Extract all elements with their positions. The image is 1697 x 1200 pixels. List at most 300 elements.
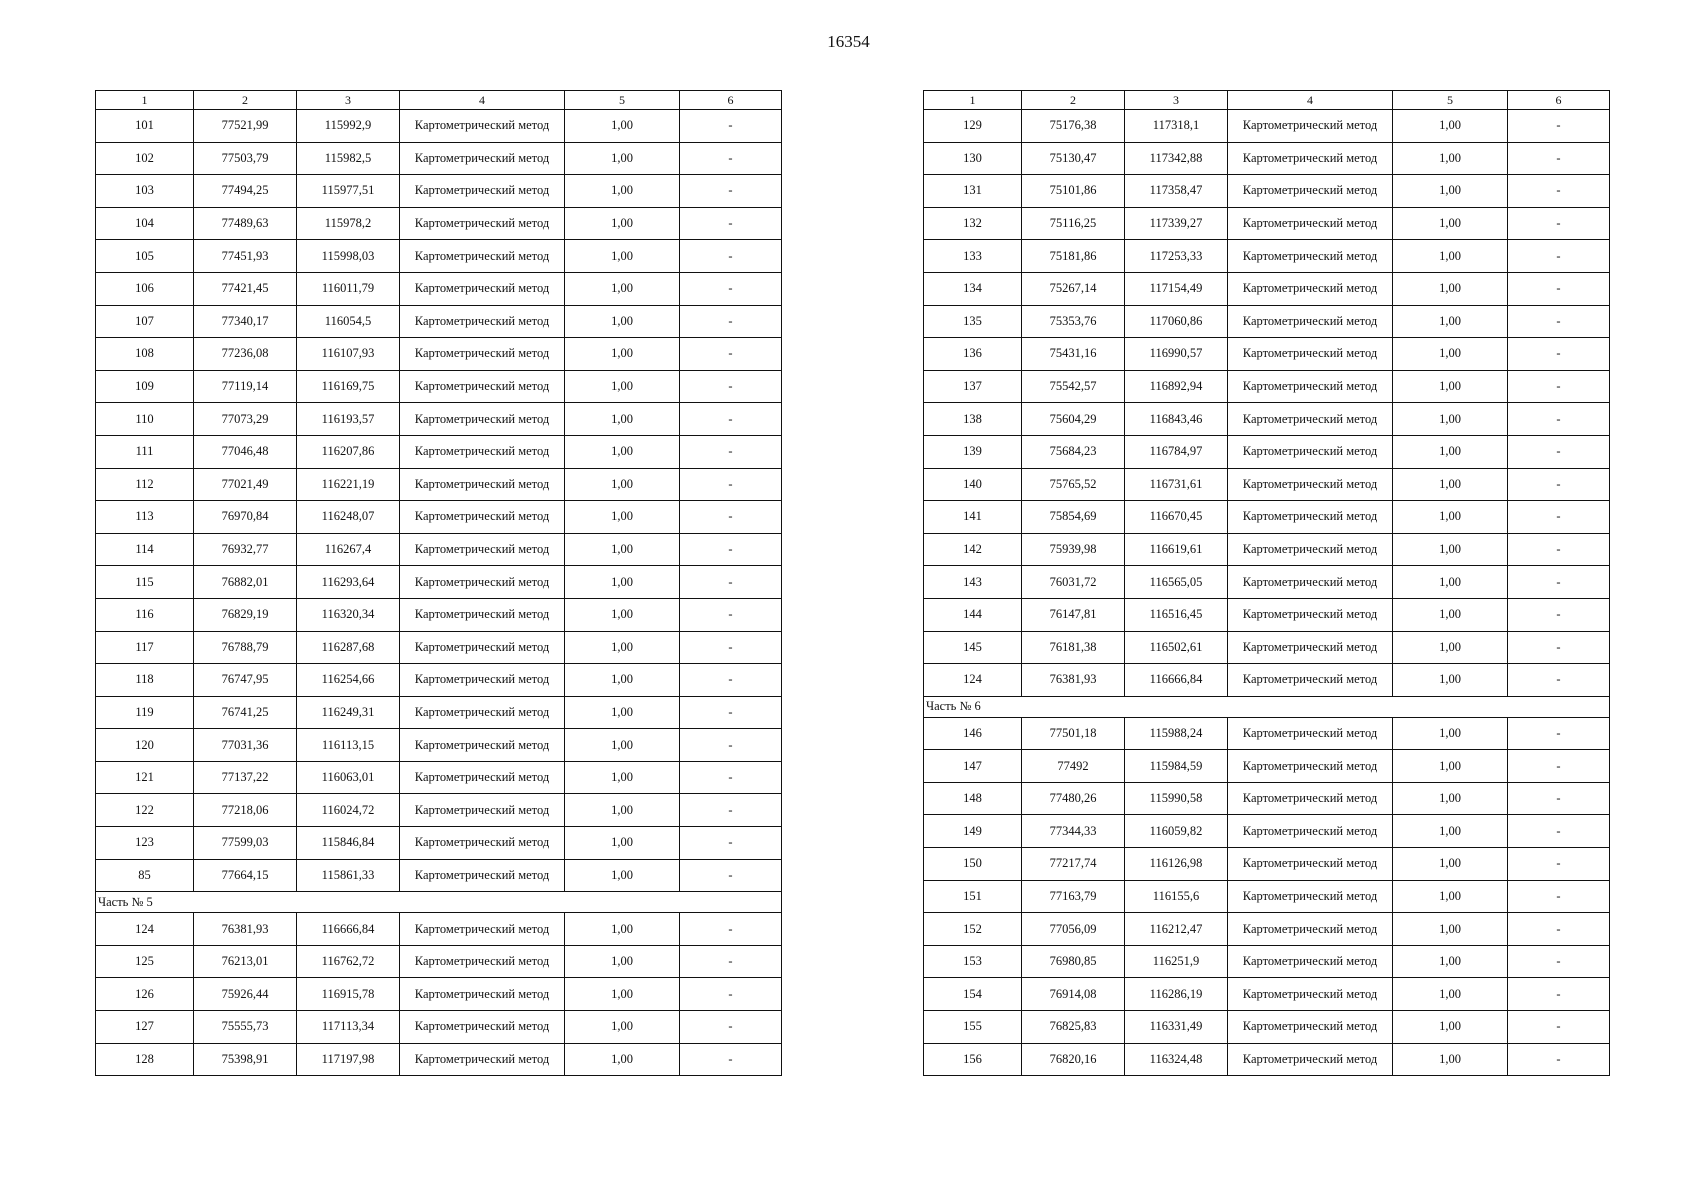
- table-row: [924, 272, 1610, 305]
- y-coordinate-cell: 116666,84: [297, 913, 400, 946]
- point-number-cell: 137: [924, 370, 1022, 403]
- point-number-cell: 109: [96, 370, 194, 403]
- y-coordinate-cell: 116516,45: [1125, 598, 1228, 631]
- accuracy-cell: 1,00: [565, 794, 680, 827]
- table-row: [96, 598, 782, 631]
- y-coordinate-cell: 115977,51: [297, 175, 400, 208]
- x-coordinate-cell: 76213,01: [194, 945, 297, 978]
- column-header: 6: [1508, 91, 1610, 110]
- method-cell: Картометрический метод: [1228, 631, 1393, 664]
- point-number-cell: 134: [924, 272, 1022, 305]
- table-row: [96, 338, 782, 371]
- accuracy-cell: 1,00: [1393, 631, 1508, 664]
- note-cell: -: [1508, 272, 1610, 305]
- x-coordinate-cell: 77344,33: [1022, 815, 1125, 848]
- note-cell: -: [680, 207, 782, 240]
- table-row: [96, 272, 782, 305]
- x-coordinate-cell: 75267,14: [1022, 272, 1125, 305]
- table-row: [96, 696, 782, 729]
- method-cell: Картометрический метод: [1228, 978, 1393, 1011]
- point-number-cell: 119: [96, 696, 194, 729]
- point-number-cell: 113: [96, 501, 194, 534]
- column-header: 6: [680, 91, 782, 110]
- y-coordinate-cell: 117113,34: [297, 1011, 400, 1044]
- y-coordinate-cell: 116248,07: [297, 501, 400, 534]
- column-header: 3: [1125, 91, 1228, 110]
- accuracy-cell: 1,00: [1393, 240, 1508, 273]
- point-number-cell: 125: [96, 945, 194, 978]
- table-row: [96, 142, 782, 175]
- table-row: [924, 978, 1610, 1011]
- x-coordinate-cell: 77031,36: [194, 729, 297, 762]
- table-row: [924, 207, 1610, 240]
- method-cell: Картометрический метод: [400, 729, 565, 762]
- method-cell: Картометрический метод: [1228, 305, 1393, 338]
- point-number-cell: 145: [924, 631, 1022, 664]
- method-cell: Картометрический метод: [1228, 207, 1393, 240]
- note-cell: -: [1508, 207, 1610, 240]
- y-coordinate-cell: 116249,31: [297, 696, 400, 729]
- method-cell: Картометрический метод: [1228, 664, 1393, 697]
- x-coordinate-cell: 76147,81: [1022, 598, 1125, 631]
- note-cell: -: [1508, 501, 1610, 534]
- accuracy-cell: 1,00: [1393, 598, 1508, 631]
- y-coordinate-cell: 116320,34: [297, 598, 400, 631]
- method-cell: Картометрический метод: [1228, 1043, 1393, 1076]
- y-coordinate-cell: 116059,82: [1125, 815, 1228, 848]
- note-cell: -: [1508, 175, 1610, 208]
- y-coordinate-cell: 116331,49: [1125, 1011, 1228, 1044]
- table-row: [96, 370, 782, 403]
- table-row: [96, 978, 782, 1011]
- accuracy-cell: 1,00: [1393, 501, 1508, 534]
- x-coordinate-cell: 77599,03: [194, 827, 297, 860]
- x-coordinate-cell: 76970,84: [194, 501, 297, 534]
- note-cell: -: [1508, 664, 1610, 697]
- accuracy-cell: 1,00: [1393, 435, 1508, 468]
- note-cell: -: [680, 664, 782, 697]
- method-cell: Картометрический метод: [400, 175, 565, 208]
- method-cell: Картометрический метод: [400, 435, 565, 468]
- x-coordinate-cell: 77073,29: [194, 403, 297, 436]
- accuracy-cell: 1,00: [565, 696, 680, 729]
- y-coordinate-cell: 116169,75: [297, 370, 400, 403]
- table-row: [924, 664, 1610, 697]
- accuracy-cell: 1,00: [1393, 142, 1508, 175]
- x-coordinate-cell: 77046,48: [194, 435, 297, 468]
- x-coordinate-cell: 76829,19: [194, 598, 297, 631]
- y-coordinate-cell: 116565,05: [1125, 566, 1228, 599]
- y-coordinate-cell: 116254,66: [297, 664, 400, 697]
- point-number-cell: 139: [924, 435, 1022, 468]
- y-coordinate-cell: 116666,84: [1125, 664, 1228, 697]
- table-row: [96, 827, 782, 860]
- accuracy-cell: 1,00: [1393, 403, 1508, 436]
- y-coordinate-cell: 116915,78: [297, 978, 400, 1011]
- note-cell: -: [680, 598, 782, 631]
- note-cell: -: [680, 859, 782, 892]
- table-row: [96, 1043, 782, 1076]
- table-row: [96, 501, 782, 534]
- accuracy-cell: 1,00: [565, 859, 680, 892]
- x-coordinate-cell: 76031,72: [1022, 566, 1125, 599]
- table-row: [96, 761, 782, 794]
- coordinates-table-left: [95, 90, 782, 1076]
- note-cell: -: [680, 1011, 782, 1044]
- y-coordinate-cell: 117154,49: [1125, 272, 1228, 305]
- point-number-cell: 115: [96, 566, 194, 599]
- x-coordinate-cell: 75181,86: [1022, 240, 1125, 273]
- note-cell: -: [1508, 598, 1610, 631]
- note-cell: -: [680, 142, 782, 175]
- column-header: 4: [1228, 91, 1393, 110]
- note-cell: -: [680, 435, 782, 468]
- note-cell: -: [680, 945, 782, 978]
- method-cell: Картометрический метод: [400, 978, 565, 1011]
- accuracy-cell: 1,00: [565, 142, 680, 175]
- accuracy-cell: 1,00: [1393, 913, 1508, 946]
- section-label: Часть № 5: [96, 892, 782, 913]
- method-cell: Картометрический метод: [1228, 501, 1393, 534]
- table-row: [96, 533, 782, 566]
- note-cell: -: [1508, 717, 1610, 750]
- x-coordinate-cell: 76820,16: [1022, 1043, 1125, 1076]
- page-number: 16354: [827, 32, 870, 51]
- x-coordinate-cell: 76381,93: [194, 913, 297, 946]
- table-header-row: [924, 91, 1610, 110]
- table-row: [96, 175, 782, 208]
- method-cell: Картометрический метод: [1228, 913, 1393, 946]
- method-cell: Картометрический метод: [400, 403, 565, 436]
- point-number-cell: 85: [96, 859, 194, 892]
- note-cell: -: [1508, 142, 1610, 175]
- method-cell: Картометрический метод: [400, 696, 565, 729]
- x-coordinate-cell: 75939,98: [1022, 533, 1125, 566]
- accuracy-cell: 1,00: [1393, 370, 1508, 403]
- note-cell: -: [680, 175, 782, 208]
- table-row: [96, 631, 782, 664]
- x-coordinate-cell: 77119,14: [194, 370, 297, 403]
- method-cell: Картометрический метод: [400, 945, 565, 978]
- method-cell: Картометрический метод: [400, 1043, 565, 1076]
- point-number-cell: 124: [96, 913, 194, 946]
- point-number-cell: 118: [96, 664, 194, 697]
- note-cell: -: [680, 566, 782, 599]
- table-row: [924, 566, 1610, 599]
- note-cell: -: [1508, 468, 1610, 501]
- y-coordinate-cell: 116619,61: [1125, 533, 1228, 566]
- y-coordinate-cell: 116221,19: [297, 468, 400, 501]
- x-coordinate-cell: 76181,38: [1022, 631, 1125, 664]
- x-coordinate-cell: 77163,79: [1022, 880, 1125, 913]
- table-row: [924, 848, 1610, 881]
- note-cell: -: [1508, 110, 1610, 143]
- note-cell: -: [680, 631, 782, 664]
- y-coordinate-cell: 116731,61: [1125, 468, 1228, 501]
- table-row: [924, 468, 1610, 501]
- table-row: [96, 240, 782, 273]
- accuracy-cell: 1,00: [565, 240, 680, 273]
- accuracy-cell: 1,00: [565, 978, 680, 1011]
- y-coordinate-cell: 116063,01: [297, 761, 400, 794]
- point-number-cell: 111: [96, 435, 194, 468]
- table-row: [924, 175, 1610, 208]
- x-coordinate-cell: 75353,76: [1022, 305, 1125, 338]
- point-number-cell: 102: [96, 142, 194, 175]
- note-cell: -: [1508, 1043, 1610, 1076]
- accuracy-cell: 1,00: [1393, 945, 1508, 978]
- table-row: [924, 913, 1610, 946]
- x-coordinate-cell: 75542,57: [1022, 370, 1125, 403]
- method-cell: Картометрический метод: [400, 468, 565, 501]
- point-number-cell: 156: [924, 1043, 1022, 1076]
- x-coordinate-cell: 76980,85: [1022, 945, 1125, 978]
- note-cell: -: [1508, 435, 1610, 468]
- accuracy-cell: 1,00: [1393, 750, 1508, 783]
- point-number-cell: 116: [96, 598, 194, 631]
- table-row: [96, 403, 782, 436]
- section-label: Часть № 6: [924, 696, 1610, 717]
- x-coordinate-cell: 77217,74: [1022, 848, 1125, 881]
- note-cell: -: [1508, 978, 1610, 1011]
- note-cell: -: [1508, 945, 1610, 978]
- accuracy-cell: 1,00: [1393, 717, 1508, 750]
- accuracy-cell: 1,00: [565, 468, 680, 501]
- accuracy-cell: 1,00: [565, 945, 680, 978]
- x-coordinate-cell: 75431,16: [1022, 338, 1125, 371]
- y-coordinate-cell: 116024,72: [297, 794, 400, 827]
- accuracy-cell: 1,00: [1393, 468, 1508, 501]
- y-coordinate-cell: 116293,64: [297, 566, 400, 599]
- point-number-cell: 136: [924, 338, 1022, 371]
- column-header: 2: [1022, 91, 1125, 110]
- point-number-cell: 110: [96, 403, 194, 436]
- method-cell: Картометрический метод: [1228, 1011, 1393, 1044]
- point-number-cell: 144: [924, 598, 1022, 631]
- y-coordinate-cell: 116011,79: [297, 272, 400, 305]
- point-number-cell: 114: [96, 533, 194, 566]
- x-coordinate-cell: 76788,79: [194, 631, 297, 664]
- note-cell: -: [680, 110, 782, 143]
- point-number-cell: 132: [924, 207, 1022, 240]
- y-coordinate-cell: 116212,47: [1125, 913, 1228, 946]
- note-cell: -: [1508, 750, 1610, 783]
- method-cell: Картометрический метод: [1228, 880, 1393, 913]
- method-cell: Картометрический метод: [400, 370, 565, 403]
- accuracy-cell: 1,00: [565, 305, 680, 338]
- y-coordinate-cell: 116502,61: [1125, 631, 1228, 664]
- accuracy-cell: 1,00: [565, 338, 680, 371]
- point-number-cell: 153: [924, 945, 1022, 978]
- method-cell: Картометрический метод: [400, 110, 565, 143]
- x-coordinate-cell: 76381,93: [1022, 664, 1125, 697]
- method-cell: Картометрический метод: [1228, 566, 1393, 599]
- table-row: [96, 1011, 782, 1044]
- method-cell: Картометрический метод: [1228, 782, 1393, 815]
- note-cell: -: [680, 272, 782, 305]
- accuracy-cell: 1,00: [1393, 272, 1508, 305]
- x-coordinate-cell: 77218,06: [194, 794, 297, 827]
- accuracy-cell: 1,00: [1393, 880, 1508, 913]
- accuracy-cell: 1,00: [565, 501, 680, 534]
- note-cell: -: [680, 827, 782, 860]
- point-number-cell: 133: [924, 240, 1022, 273]
- table-row: [924, 110, 1610, 143]
- note-cell: -: [1508, 305, 1610, 338]
- note-cell: -: [1508, 533, 1610, 566]
- method-cell: Картометрический метод: [1228, 240, 1393, 273]
- y-coordinate-cell: 116126,98: [1125, 848, 1228, 881]
- table-row: [96, 468, 782, 501]
- y-coordinate-cell: 116286,19: [1125, 978, 1228, 1011]
- accuracy-cell: 1,00: [1393, 566, 1508, 599]
- table-row: [96, 729, 782, 762]
- table-row: [924, 1011, 1610, 1044]
- point-number-cell: 150: [924, 848, 1022, 881]
- method-cell: Картометрический метод: [400, 598, 565, 631]
- point-number-cell: 138: [924, 403, 1022, 436]
- y-coordinate-cell: 117060,86: [1125, 305, 1228, 338]
- note-cell: -: [680, 913, 782, 946]
- x-coordinate-cell: 75765,52: [1022, 468, 1125, 501]
- y-coordinate-cell: 116324,48: [1125, 1043, 1228, 1076]
- point-number-cell: 147: [924, 750, 1022, 783]
- x-coordinate-cell: 76741,25: [194, 696, 297, 729]
- x-coordinate-cell: 76914,08: [1022, 978, 1125, 1011]
- method-cell: Картометрический метод: [1228, 338, 1393, 371]
- note-cell: -: [1508, 403, 1610, 436]
- method-cell: Картометрический метод: [1228, 945, 1393, 978]
- point-number-cell: 129: [924, 110, 1022, 143]
- x-coordinate-cell: 76825,83: [1022, 1011, 1125, 1044]
- point-number-cell: 124: [924, 664, 1022, 697]
- x-coordinate-cell: 75130,47: [1022, 142, 1125, 175]
- y-coordinate-cell: 116670,45: [1125, 501, 1228, 534]
- point-number-cell: 131: [924, 175, 1022, 208]
- method-cell: Картометрический метод: [400, 207, 565, 240]
- accuracy-cell: 1,00: [565, 403, 680, 436]
- y-coordinate-cell: 116251,9: [1125, 945, 1228, 978]
- x-coordinate-cell: 77501,18: [1022, 717, 1125, 750]
- table-row: [924, 142, 1610, 175]
- x-coordinate-cell: 77137,22: [194, 761, 297, 794]
- table-header-row: [96, 91, 782, 110]
- note-cell: -: [680, 533, 782, 566]
- point-number-cell: 155: [924, 1011, 1022, 1044]
- x-coordinate-cell: 77492: [1022, 750, 1125, 783]
- x-coordinate-cell: 75101,86: [1022, 175, 1125, 208]
- note-cell: -: [680, 978, 782, 1011]
- table-row: [924, 750, 1610, 783]
- y-coordinate-cell: 116193,57: [297, 403, 400, 436]
- method-cell: Картометрический метод: [400, 501, 565, 534]
- point-number-cell: 135: [924, 305, 1022, 338]
- point-number-cell: 149: [924, 815, 1022, 848]
- accuracy-cell: 1,00: [565, 664, 680, 697]
- x-coordinate-cell: 75398,91: [194, 1043, 297, 1076]
- note-cell: -: [1508, 880, 1610, 913]
- accuracy-cell: 1,00: [565, 598, 680, 631]
- accuracy-cell: 1,00: [1393, 305, 1508, 338]
- accuracy-cell: 1,00: [565, 110, 680, 143]
- table-row: [96, 794, 782, 827]
- y-coordinate-cell: 116113,15: [297, 729, 400, 762]
- method-cell: Картометрический метод: [400, 240, 565, 273]
- method-cell: Картометрический метод: [1228, 750, 1393, 783]
- accuracy-cell: 1,00: [565, 533, 680, 566]
- y-coordinate-cell: 117339,27: [1125, 207, 1228, 240]
- method-cell: Картометрический метод: [1228, 598, 1393, 631]
- x-coordinate-cell: 77056,09: [1022, 913, 1125, 946]
- point-number-cell: 117: [96, 631, 194, 664]
- method-cell: Картометрический метод: [1228, 175, 1393, 208]
- method-cell: Картометрический метод: [1228, 848, 1393, 881]
- note-cell: -: [680, 338, 782, 371]
- column-header: 1: [924, 91, 1022, 110]
- point-number-cell: 112: [96, 468, 194, 501]
- table-row: [96, 110, 782, 143]
- method-cell: Картометрический метод: [400, 631, 565, 664]
- method-cell: Картометрический метод: [1228, 468, 1393, 501]
- y-coordinate-cell: 117342,88: [1125, 142, 1228, 175]
- method-cell: Картометрический метод: [1228, 815, 1393, 848]
- note-cell: -: [1508, 631, 1610, 664]
- note-cell: -: [1508, 848, 1610, 881]
- table-row: [96, 207, 782, 240]
- y-coordinate-cell: 115846,84: [297, 827, 400, 860]
- note-cell: -: [680, 501, 782, 534]
- note-cell: -: [680, 240, 782, 273]
- y-coordinate-cell: 116107,93: [297, 338, 400, 371]
- column-header: 5: [565, 91, 680, 110]
- x-coordinate-cell: 76747,95: [194, 664, 297, 697]
- table-row: [924, 1043, 1610, 1076]
- x-coordinate-cell: 77480,26: [1022, 782, 1125, 815]
- x-coordinate-cell: 75604,29: [1022, 403, 1125, 436]
- accuracy-cell: 1,00: [565, 631, 680, 664]
- method-cell: Картометрический метод: [1228, 717, 1393, 750]
- column-header: 2: [194, 91, 297, 110]
- point-number-cell: 107: [96, 305, 194, 338]
- table-row: [96, 859, 782, 892]
- note-cell: -: [1508, 566, 1610, 599]
- method-cell: Картометрический метод: [400, 761, 565, 794]
- accuracy-cell: 1,00: [1393, 175, 1508, 208]
- note-cell: -: [1508, 782, 1610, 815]
- accuracy-cell: 1,00: [1393, 848, 1508, 881]
- x-coordinate-cell: 77664,15: [194, 859, 297, 892]
- point-number-cell: 151: [924, 880, 1022, 913]
- accuracy-cell: 1,00: [565, 435, 680, 468]
- x-coordinate-cell: 76932,77: [194, 533, 297, 566]
- accuracy-cell: 1,00: [565, 1043, 680, 1076]
- method-cell: Картометрический метод: [400, 664, 565, 697]
- accuracy-cell: 1,00: [565, 1011, 680, 1044]
- x-coordinate-cell: 76882,01: [194, 566, 297, 599]
- note-cell: -: [1508, 815, 1610, 848]
- method-cell: Картометрический метод: [400, 913, 565, 946]
- y-coordinate-cell: 116207,86: [297, 435, 400, 468]
- method-cell: Картометрический метод: [400, 827, 565, 860]
- method-cell: Картометрический метод: [400, 142, 565, 175]
- y-coordinate-cell: 117253,33: [1125, 240, 1228, 273]
- x-coordinate-cell: 75684,23: [1022, 435, 1125, 468]
- x-coordinate-cell: 77503,79: [194, 142, 297, 175]
- method-cell: Картометрический метод: [400, 859, 565, 892]
- point-number-cell: 126: [96, 978, 194, 1011]
- accuracy-cell: 1,00: [565, 827, 680, 860]
- table-row: [924, 435, 1610, 468]
